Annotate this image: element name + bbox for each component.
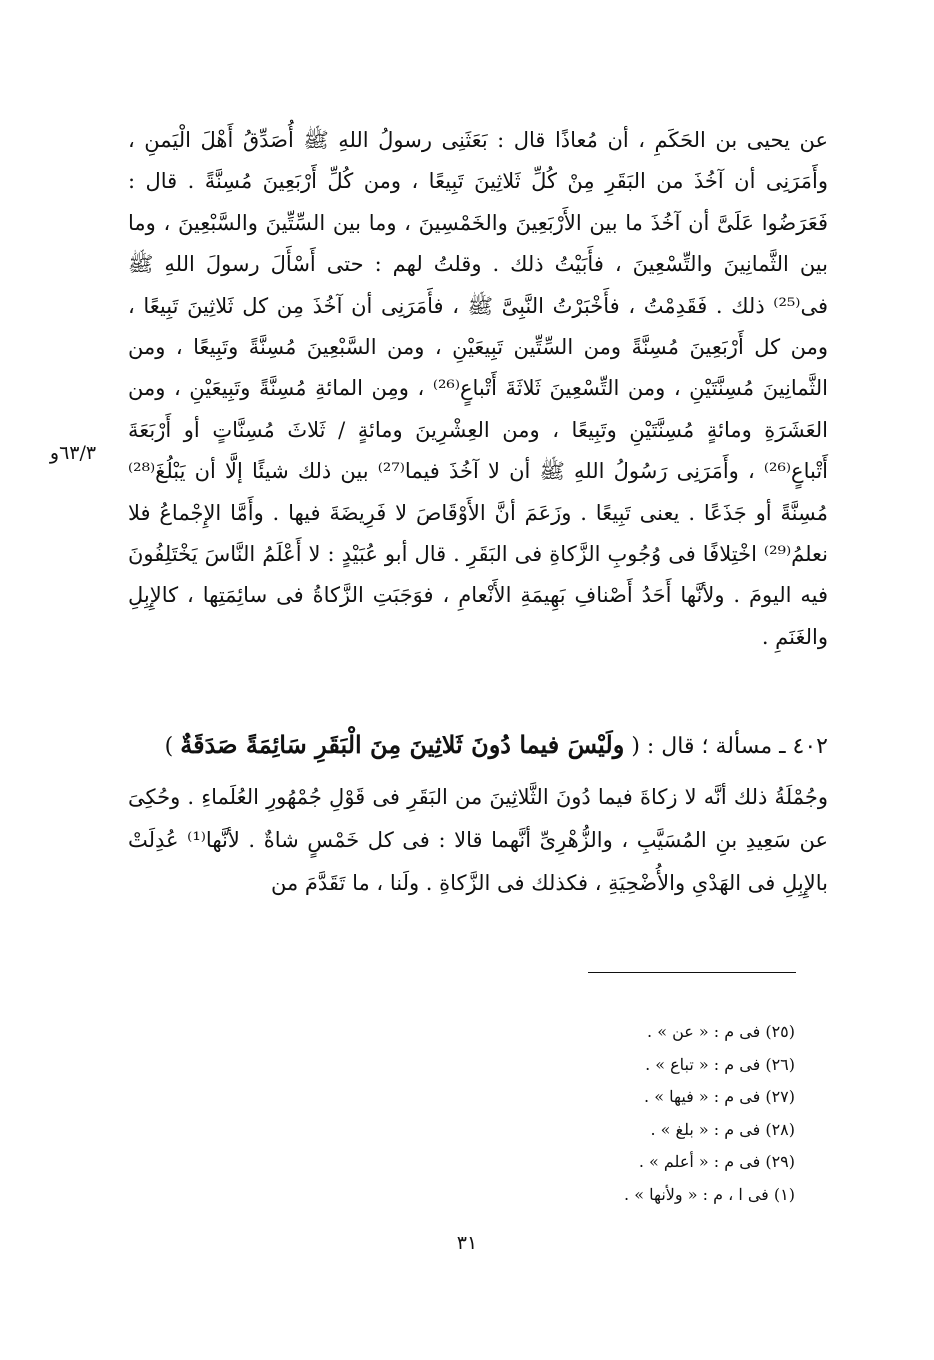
footnote-separator bbox=[588, 972, 796, 973]
footnote-item: (٢٦) فى م : « تباع » . bbox=[645, 1054, 795, 1074]
section-heading bbox=[128, 722, 828, 770]
footnote-item: (٢٧) فى م : « فيها » . bbox=[644, 1087, 795, 1107]
manuscript-folio-reference: ٦٣/٣و bbox=[49, 442, 97, 464]
masala-section bbox=[128, 722, 828, 905]
footnote-item: (٢٩) فى م : « أعلم » . bbox=[638, 1152, 795, 1172]
section-paragraph: وجُمْلَةُ ذلك أنَّه لا زكاةَ فيما دُونَ الثَّلاثِينَ من البَقَرِ فى قَوْلِ جُمْهُورِ العُلَماءِ . وحُكِىَ عن سَعِيدِ بنِ المُسَيَّبِ ، والزُّهْرِىِّ أنَّهما قالا : فى كل خَمْسٍ شاةٌ . لأنَّها⁽¹⁾ عُدِلَتْ بالإِبِلِ فى الهَدْىِ والأُضْحِيَةِ ، فكذلك فى الزَّكاةِ . ولَنا ، ما تَقَدَّمَ من bbox=[128, 785, 829, 895]
main-text-block bbox=[128, 120, 828, 658]
section-heading-text: ولَيْسَ فيما دُونَ ثَلاثِينَ مِنَ الْبَقَرِ سَائِمَةً صَدَقَةٌ bbox=[180, 730, 625, 759]
section-heading-close: ) bbox=[164, 734, 174, 759]
footnote-item: (٢٥) فى م : « عن » . bbox=[647, 1022, 795, 1041]
footnote-item: (١) فى ا ، م : « ولأنها » . bbox=[624, 1184, 795, 1204]
main-paragraph: عن يحيى بن الحَكَمِ ، أن مُعاذًا قال : بَعَثَنِى رسولُ اللهِ ﷺ أُصَدِّقُ أَهْلَ الْيَمنِ ، وأَمَرَنِى أن آخُذَ من البَقَرِ مِنْ كُلِّ ثَلاثِينَ تَبِيعًا ، ومن كُلِّ أَرْبَعِينَ مُسِنَّةً . قال : فَعَرَضُوا عَلَىَّ أن آخُذَ ما بين الأَرْبَعِينَ والخَمْسِينَ ، وما بين السِّتِّينَ والسَّبْعِينَ ، وما بين الثَّمانِينَ والتِّسْعِينَ ، فأَبَيْتُ ذلك . وقلتُ لهم : حتى أَسْأَلَ رسولَ اللهِ ﷺ فى⁽²⁵⁾ ذلك . فَقَدِمْتُ ، فأَخْبَرْتُ النَّبِىَّ ﷺ ، فأَمَرَنِى أن آخُذَ مِن كل ثَلاثِينَ تَبِيعًا ، ومن كل أَرْبَعِينَ مُسِنَّةً ومن السِّتِّين تَبِيعَيْنِ ، ومن السَّبْعِينَ مُسِنَّةً وتَبِيعًا ، ومن الثَّمانِينَ مُسِنَّتَيْنِ ، ومن التِّسْعِينَ ثَلاثَةَ أَتْباعٍ⁽²⁶⁾ ، ومِن المائةِ مُسِنَّةً وتَبِيعَيْنِ ، ومن العَشَرَةِ ومائةٍ مُسِنَّتَيْنِ وتَبِيعًا ، ومن العِشْرِينَ ومائةٍ / ثَلاثَ مُسِنَّاتٍ أو أَرْبَعَةَ أَتْباعٍ⁽²⁶⁾ ، وأَمَرَنِى رَسُولُ اللهِ ﷺ أن لا آخُذَ فيما⁽²⁷⁾ بين ذلك شيئًا إلَّا أن يَبْلُغَ⁽²⁸⁾ مُسِنَّةً أو جَذَعًا . يعنى تَبِيعًا . وزَعَمَ أنَّ الأَوْقَاصَ لا فَرِيضَةَ فيها . وأَمَّا الإِجْماعُ فلا نعلمُ⁽²⁹⁾ اخْتِلافًا فى وُجُوبِ الزَّكاةِ فى البَقَرِ . قال أبو عُبَيْدٍ : لا أَعْلَمُ النَّاسَ يَخْتَلِفُونَ فيه اليومَ . ولأنَّها أَحَدُ أَصْنافِ بَهِيمَةِ الأَنْعامِ ، فوَجَبَتِ الزَّكاةُ فى سائِمَتِها ، كالإِبِلِ والغَنَمِ . bbox=[128, 128, 828, 649]
footnotes-list bbox=[400, 1016, 795, 1212]
footnote-item: (٢٨) فى م : « بلغ » . bbox=[650, 1119, 795, 1139]
section-number-label: ٤٠٢ ـ مسألة ؛ قال : ( bbox=[631, 734, 828, 759]
page-number: ٣١ bbox=[456, 1232, 478, 1254]
